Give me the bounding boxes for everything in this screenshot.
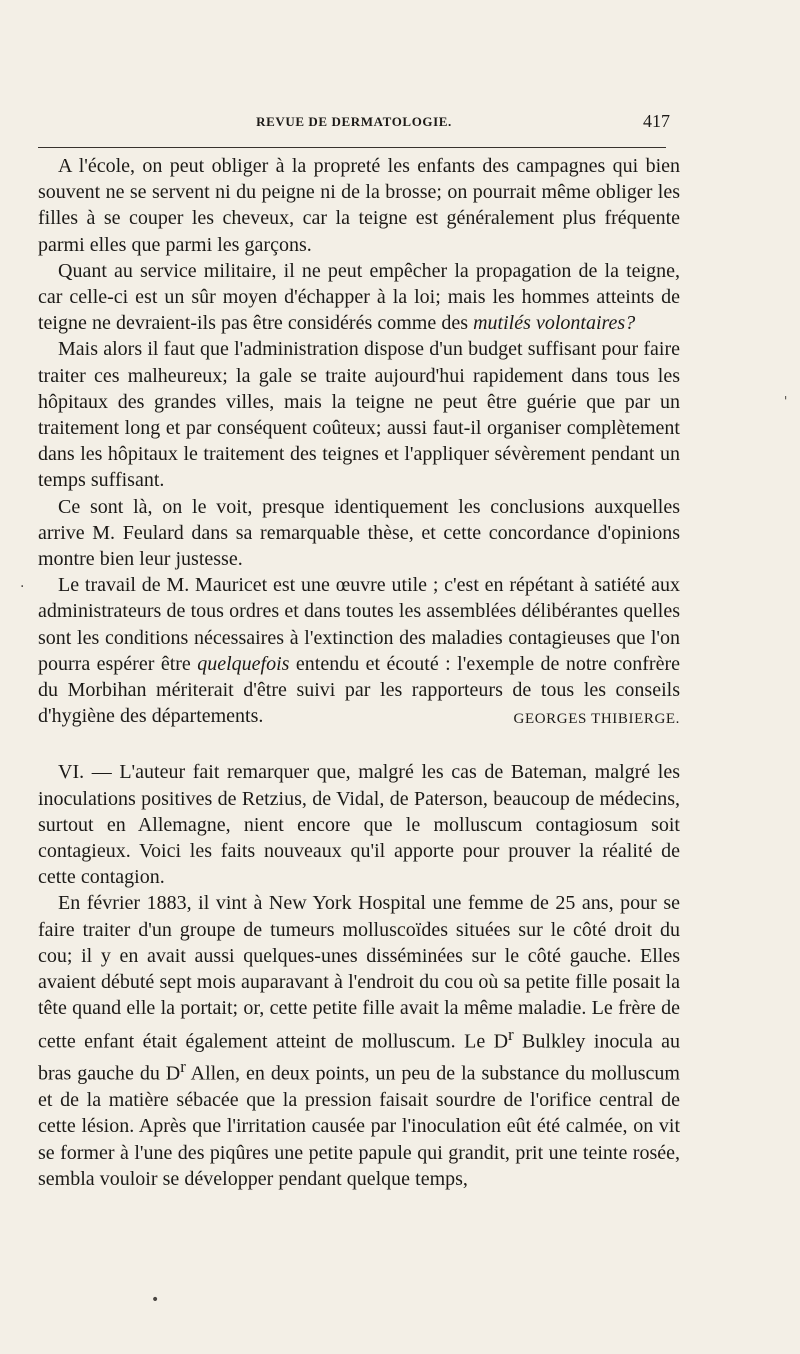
paragraph-case-report-text-end: Allen, en deux points, un peu de la substance du molluscum et de la matière sébacée que la pression faisait sourdre de l'orifice central de cette lésion. Après que l'irritation causée par l'inoculation eût été calmée, on vit se former à l'une des piqûres une petite papule qui grandit, prit une teinte rosée, sembla vouloir se développer pendant quelque temps, (38, 1063, 680, 1190)
doctor-superscript-1: r (508, 1024, 514, 1044)
paragraph-mauricet-italic: quelquefois (197, 652, 290, 675)
doctor-superscript-2: r (180, 1057, 186, 1077)
paragraph-administration-text: Mais alors il faut que l'administration dispose d'un budget suffisant pour faire traiter ces malheureux; la gale se traite aujourd'hui rapidement dans tous les hôpitaux des grandes villes, mais la teigne ne peut être guérie que par un traitement long et par conséquent coûteux; aussi faut-il organiser complètement dans les hôpitaux le traitement des teignes et l'appliquer sévèrement pendant un temps suffisant. (38, 338, 680, 492)
paragraph-military (38, 258, 680, 337)
paragraph-section-vi (38, 759, 680, 890)
section-gap (38, 729, 680, 759)
paragraph-conclusions (38, 494, 680, 573)
article-body (38, 153, 680, 1192)
margin-dot-right: ' (784, 394, 788, 408)
margin-dot-left: . (20, 575, 25, 591)
paragraph-mauricet-text-end: entendu et écouté : l'exemple de notre confrère du Morbihan mériterait d'être suivi par les rapporteurs de tous les conseils d'hygiène des départements. (38, 652, 680, 728)
author-signature: GEORGES THIBIERGE. (513, 711, 680, 728)
paragraph-case-report-text-middle: Bulkley inocula au bras gauche du D (38, 1030, 681, 1086)
header-rule (38, 147, 666, 148)
paragraph-administration (38, 336, 680, 493)
running-title: REVUE DE DERMATOLOGIE. (256, 114, 452, 129)
running-header (38, 111, 670, 138)
paragraph-conclusions-text: Ce sont là, on le voit, presque identiquement les conclusions auxquelles arrive M. Feulard dans sa remarquable thèse, et cette concordance d'opinions montre bien leur justesse. (38, 495, 680, 571)
paragraph-section-vi-text: VI. — L'auteur fait remarquer que, malgré les cas de Bateman, malgré les inoculations positives de Retzius, de Vidal, de Paterson, beaucoup de médecins, surtout en Allemagne, nient encore que le molluscum contagiosum soit contagieux. Voici les faits nouveaux qu'il apporte pour prouver la réalité de cette contagion. (38, 761, 680, 889)
paragraph-mauricet (38, 572, 680, 729)
paragraph-case-report-text-start: En février 1883, il vint à New York Hospital une femme de 25 ans, pour se faire traiter d'un groupe de tumeurs molluscoïdes situées sur le côté droit du cou; il y en avait aussi quelques-unes disséminées sur le côté gauche. Elles avaient débuté sept mois auparavant à l'endroit du cou où sa petite fille posait la tête quand elle la portait; or, cette petite fille avait la même maladie. Le frère de cette enfant était également atteint de molluscum. Le D (38, 892, 680, 1053)
paragraph-case-report (38, 890, 680, 1192)
paragraph-military-text: Quant au service militaire, il ne peut empêcher la propagation de la teigne, car celle-ci est un sûr moyen d'échapper à la loi; mais les hommes atteints de teigne ne devraient-ils pas être considérés comme des (38, 259, 680, 335)
paragraph-military-italic: mutilés volontaires? (473, 312, 636, 335)
paragraph-school-text: A l'école, on peut obliger à la propreté les enfants des campagnes qui bien souvent ne se servent ni du peigne ni de la brosse; on pourrait même obliger les filles à se couper les cheveux, car la teigne est généralement plus fréquente parmi elles que parmi les garçons. (38, 155, 680, 256)
paragraph-school (38, 153, 680, 258)
page-number: 417 (643, 111, 670, 131)
bottom-mark: • (151, 1292, 160, 1308)
paragraph-mauricet-text-start: Le travail de M. Mauricet est une œuvre utile ; c'est en répétant à satiété aux administrateurs de tous ordres et dans toutes les assemblées délibérantes quelles sont les conditions nécessaires à l'extinction des maladies contagieuses que l'on pourra espérer être (38, 574, 680, 675)
